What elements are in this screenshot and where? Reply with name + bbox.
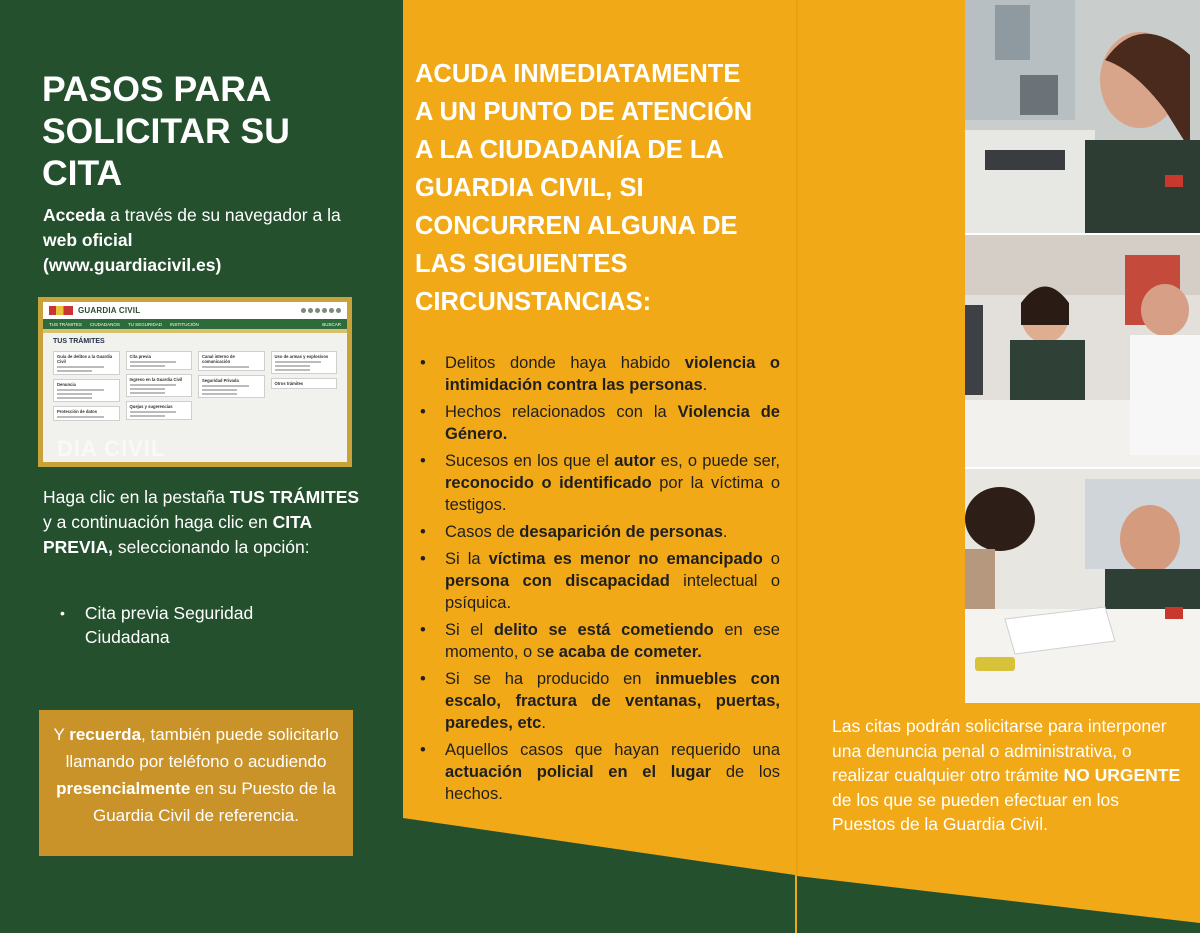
website-screenshot xyxy=(38,297,352,467)
nav-item: TUS TRÁMITES xyxy=(49,321,82,327)
item-text: Aquellos casos que hayan requerido una xyxy=(445,741,780,760)
list-item xyxy=(420,353,780,397)
intro-bold-access: Acceda xyxy=(43,205,106,225)
item-bold: inmuebles con escalo, fractura de ventanas, puertas, paredes, etc xyxy=(445,670,780,732)
photo-signing-illustration xyxy=(965,469,1200,703)
social-icon xyxy=(308,308,313,313)
screenshot-card xyxy=(271,378,338,389)
item-bold: actuación policial en el lugar xyxy=(445,763,712,782)
screenshot-card xyxy=(126,351,193,370)
screenshot-col xyxy=(198,351,265,421)
reminder-span: , también puede solicitarlo llamando por teléfono o acudiendo xyxy=(65,725,339,771)
screenshot-card xyxy=(53,406,120,421)
list-item xyxy=(420,549,780,614)
urgent-title xyxy=(415,55,790,321)
intro-span: a través de su navegador a la xyxy=(105,205,341,225)
steps-title-line: PASOS PARA xyxy=(42,69,272,109)
item-bold: delito se está cometiendo xyxy=(493,621,714,640)
item-text: en ese momento, o s xyxy=(445,621,780,662)
card-title: Otros trámites xyxy=(274,381,304,386)
list-item xyxy=(420,402,780,446)
screenshot-col xyxy=(53,351,120,421)
urgent-title-line: ACUDA INMEDIATAMENTE xyxy=(415,60,741,88)
intro-bold-web: web oficial xyxy=(43,230,133,250)
item-text: . xyxy=(541,713,546,732)
card-title: Denuncia xyxy=(57,382,76,387)
nav-item: INSTITUCIÓN xyxy=(169,321,199,327)
urgent-title-line: A LA CIUDADANÍA DE LA xyxy=(415,136,724,164)
reminder-bold: presencialmente xyxy=(56,779,191,798)
urgent-title-line: A UN PUNTO DE ATENCIÓN xyxy=(415,98,753,126)
website-url: (www.guardiacivil.es) xyxy=(43,255,222,275)
appointment-info xyxy=(832,714,1182,837)
instr-span: Haga clic en la pestaña xyxy=(43,487,230,507)
info-span: de los que se pueden efectuar en los Puestos de la Guardia Civil. xyxy=(832,789,1120,834)
item-bold: Violencia de Género. xyxy=(445,403,780,443)
nav-item: BUSCAR xyxy=(322,321,341,327)
item-bold: persona con discapacidad xyxy=(445,572,670,591)
screenshot-section-title: TUS TRÁMITES xyxy=(53,338,105,345)
card-title: Uso de armas y explosivos xyxy=(274,354,329,359)
social-icon xyxy=(301,308,306,313)
social-icon xyxy=(336,308,341,313)
no-urgente-bold: NO URGENTE xyxy=(1063,765,1181,785)
item-text: Si la xyxy=(445,550,489,569)
card-title: Protección de datos xyxy=(57,409,98,414)
screenshot-nav xyxy=(43,319,347,329)
instr-bold-tramites: TUS TRÁMITES xyxy=(229,487,360,507)
list-item xyxy=(420,669,780,734)
circumstances-list xyxy=(420,353,780,811)
item-text: . xyxy=(702,375,708,394)
screenshot-card xyxy=(126,374,193,397)
item-bold: reconocido o identificado xyxy=(445,473,652,492)
social-icon xyxy=(315,308,320,313)
screenshot-card xyxy=(198,351,265,371)
option-item xyxy=(60,601,320,649)
item-text: de los hechos. xyxy=(445,763,780,803)
reminder-span: en su Puesto de la Guardia Civil de referencia. xyxy=(93,779,336,825)
instr-span: y a continuación haga clic en xyxy=(43,512,273,532)
item-text: Si se ha producido en xyxy=(445,670,656,689)
item-text: intelectual o psíquica. xyxy=(445,572,780,612)
photo-reception-desk xyxy=(965,235,1200,467)
card-title: Cita previa xyxy=(129,354,151,359)
urgent-title-line: CONCURREN ALGUNA DE xyxy=(415,212,738,240)
urgent-title-line: LAS SIGUIENTES xyxy=(415,250,628,278)
social-icon xyxy=(329,308,334,313)
reminder-bold: recuerda xyxy=(69,725,142,744)
item-text: Hechos relacionados con la xyxy=(445,403,678,422)
steps-title-line: SOLICITAR SU xyxy=(42,111,290,151)
photo-reception-illustration xyxy=(965,235,1200,467)
photo-strip xyxy=(965,0,1200,703)
screenshot-brand: GUARDIA CIVIL xyxy=(78,306,141,315)
list-item xyxy=(420,451,780,516)
screenshot-grid xyxy=(43,348,347,424)
spanish-government-logo-icon xyxy=(49,306,73,315)
item-bold: autor xyxy=(614,452,656,471)
social-icon xyxy=(322,308,327,313)
urgent-title-line: GUARDIA CIVIL, SI xyxy=(415,174,644,202)
screenshot-col xyxy=(271,351,338,421)
item-text: o xyxy=(762,550,780,569)
item-text: por la víctima o testigos. xyxy=(445,473,780,514)
card-title: Quejas y sugerencias xyxy=(129,404,173,409)
item-text: . xyxy=(722,523,728,542)
item-text: Si el xyxy=(445,621,494,640)
item-text: Delitos donde haya habido xyxy=(445,354,685,372)
screenshot-card xyxy=(53,351,120,375)
steps-title xyxy=(42,68,372,194)
photo-call-center xyxy=(965,0,1200,233)
photo-call-center-illustration xyxy=(965,0,1200,233)
intro-text xyxy=(43,203,373,278)
bullet-icon: • xyxy=(60,605,65,621)
screenshot-card xyxy=(126,401,193,420)
item-bold: víctima es menor no emancipado xyxy=(488,550,763,569)
list-item xyxy=(420,522,780,544)
screenshot-col xyxy=(126,351,193,421)
item-text: es, o puede ser, xyxy=(655,452,780,471)
list-item xyxy=(420,620,780,664)
urgent-title-line: CIRCUNSTANCIAS: xyxy=(415,288,652,316)
screenshot-header xyxy=(43,302,347,319)
item-bold: violencia o intimidación contra las personas xyxy=(445,354,781,394)
social-icons xyxy=(301,308,341,313)
screenshot-card xyxy=(271,351,338,374)
photo-signing-document xyxy=(965,469,1200,703)
info-span: Las citas podrán solicitarse para interponer una denuncia penal o administrativa, o realizar cualquier otro trámite xyxy=(832,716,1167,785)
reminder-span: Y xyxy=(53,725,70,744)
screenshot-watermark: DIA CIVIL xyxy=(57,436,166,461)
item-text: Sucesos en los que el xyxy=(445,452,615,471)
reminder-box xyxy=(39,710,353,856)
card-title: Ingreso en la Guardia Civil xyxy=(129,377,183,382)
card-title: Seguridad Privada xyxy=(202,378,239,383)
list-item xyxy=(420,740,780,805)
card-title: Guía de delitos a la Guardia Civil xyxy=(57,354,113,364)
screenshot-card xyxy=(53,379,120,402)
option-label: Cita previa Seguridad Ciudadana xyxy=(84,603,254,647)
instructions-text xyxy=(43,485,363,560)
item-text: Casos de xyxy=(445,523,520,542)
item-bold: desaparición de personas xyxy=(519,523,723,542)
instr-bold-cita: CITA PREVIA, xyxy=(43,512,312,557)
nav-item: TU SEGURIDAD xyxy=(127,321,162,327)
card-title: Canal interno de comunicación xyxy=(202,354,235,364)
screenshot-card xyxy=(198,375,265,398)
item-bold: e acaba de cometer. xyxy=(544,643,702,662)
screenshot-screen xyxy=(43,302,347,462)
nav-item: CIUDADANOS xyxy=(89,321,120,327)
steps-title-line: CITA xyxy=(42,153,123,193)
instr-span: seleccionando la opción: xyxy=(113,537,310,557)
